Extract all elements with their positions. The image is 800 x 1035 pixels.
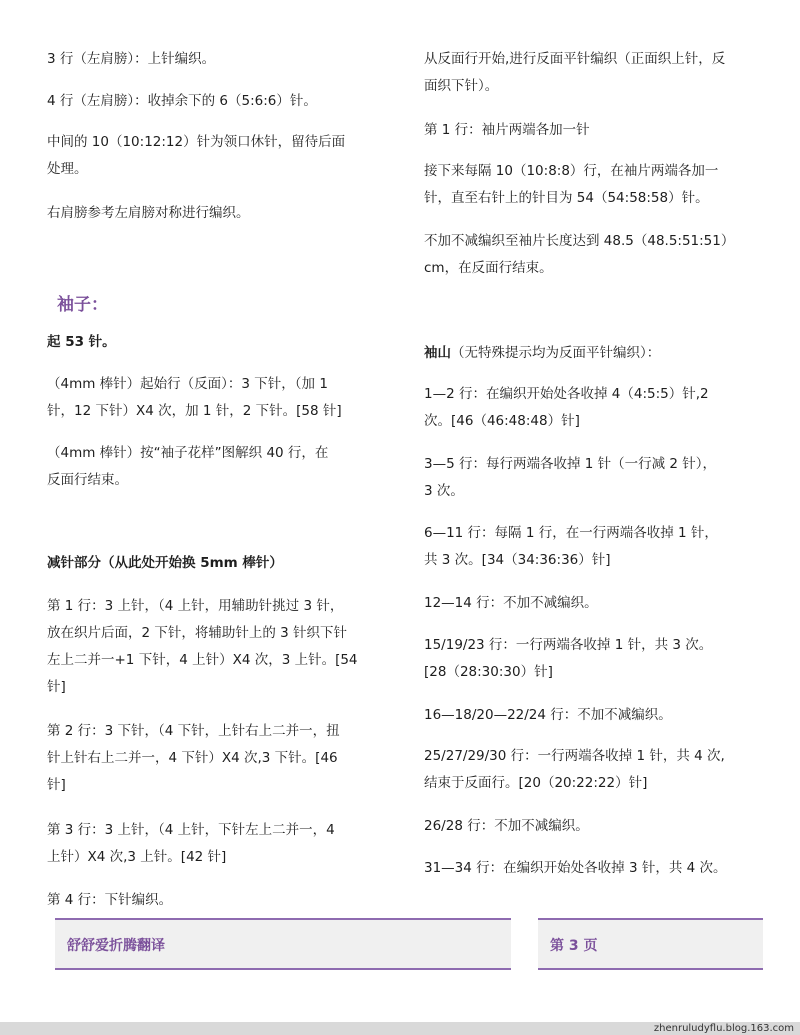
translator-credit: 舒舒爱折腾翻译 — [67, 938, 165, 954]
row-instruction: 第 2 行：3 下针，（4 下针，上针右上二并一，扭 针上针右上二并一，4 下针）X4 次,3 下针。[46 针] — [47, 723, 340, 793]
cap-row: 3—5 行：每行两端各收掉 1 针（一行减 2 针）， 3 次。 — [424, 456, 717, 499]
cast-on-text: 起 53 针。 — [47, 334, 116, 350]
footer-translator-box — [55, 918, 511, 970]
paragraph: 第 1 行：袖片两端各加一针 — [424, 122, 590, 138]
footer-page-box — [538, 918, 763, 970]
row-instruction: 第 4 行：下针编织。 — [47, 892, 173, 908]
sleeve-cap-heading — [424, 340, 754, 367]
paragraph: 从反面行开始,进行反面平针编织（正面织上针，反 面织下针）。 — [424, 51, 726, 94]
cap-row: 31—34 行：在编织开始处各收掉 3 针，共 4 次。 — [424, 860, 727, 876]
row-instruction: 第 3 行：3 上针，（4 上针，下针左上二并一，4 上针）X4 次,3 上针。[42 针] — [47, 822, 335, 865]
paragraph: 3 行（左肩膀）：上针编织。 — [47, 51, 216, 67]
paragraph: 右肩膀参考左肩膀对称进行编织。 — [47, 205, 250, 221]
paragraph: 4 行（左肩膀）：收掉余下的 6（5:6:6）针。 — [47, 93, 317, 109]
paragraph: （4mm 棒针）按“袖子花样”图解织 40 行，在 反面行结束。 — [47, 445, 329, 488]
row-instruction: 第 1 行：3 上针，（4 上针，用辅助针挑过 3 针， 放在织片后面，2 下针，将辅助针上的 3 针织下针 左上二并一+1 下针，4 上针）X4 次，3 上针。[54 针] — [47, 598, 358, 695]
paragraph: 接下来每隔 10（10:8:8）行，在袖片两端各加一 针，直至右针上的针目为 54（54:58:58）针。 — [424, 163, 719, 206]
watermark: zhenruludyflu.blog.163.com — [653, 1023, 794, 1034]
cap-row: 12—14 行：不加不减编织。 — [424, 595, 598, 611]
paragraph: 不加不减编织至袖片长度达到 48.5（48.5:51:51） cm，在反面行结束。 — [424, 233, 735, 276]
sleeve-cap-note: （无特殊提示均为反面平针编织）： — [451, 345, 661, 361]
paragraph: 中间的 10（10:12:12）针为领口休针，留待后面 处理。 — [47, 134, 346, 177]
sleeve-cap-title: 袖山 — [424, 345, 451, 361]
cap-row: 16—18/20—22/24 行：不加不减编织。 — [424, 707, 672, 723]
paragraph: （4mm 棒针）起始行（反面）：3 下针，（加 1 针，12 下针）X4 次，加 1 针，2 下针。[58 针] — [47, 376, 342, 419]
cap-row: 26/28 行：不加不减编织。 — [424, 818, 589, 834]
cap-row: 1—2 行：在编织开始处各收掉 4（4:5:5）针,2 次。[46（46:48:48）针] — [424, 386, 709, 429]
cap-row: 25/27/29/30 行：一行两端各收掉 1 针，共 4 次, 结束于反面行。[20（20:22:22）针] — [424, 748, 725, 791]
sleeve-heading: 袖子： — [57, 295, 108, 315]
cap-row: 15/19/23 行：一行两端各收掉 1 针，共 3 次。 [28（28:30:30）针] — [424, 637, 713, 680]
page-number: 第 3 页 — [550, 938, 598, 954]
decrease-heading: 减针部分（从此处开始换 5mm 棒针） — [47, 555, 283, 571]
cap-row: 6—11 行：每隔 1 行，在一行两端各收掉 1 针， 共 3 次。[34（34:36:36）针] — [424, 525, 718, 568]
